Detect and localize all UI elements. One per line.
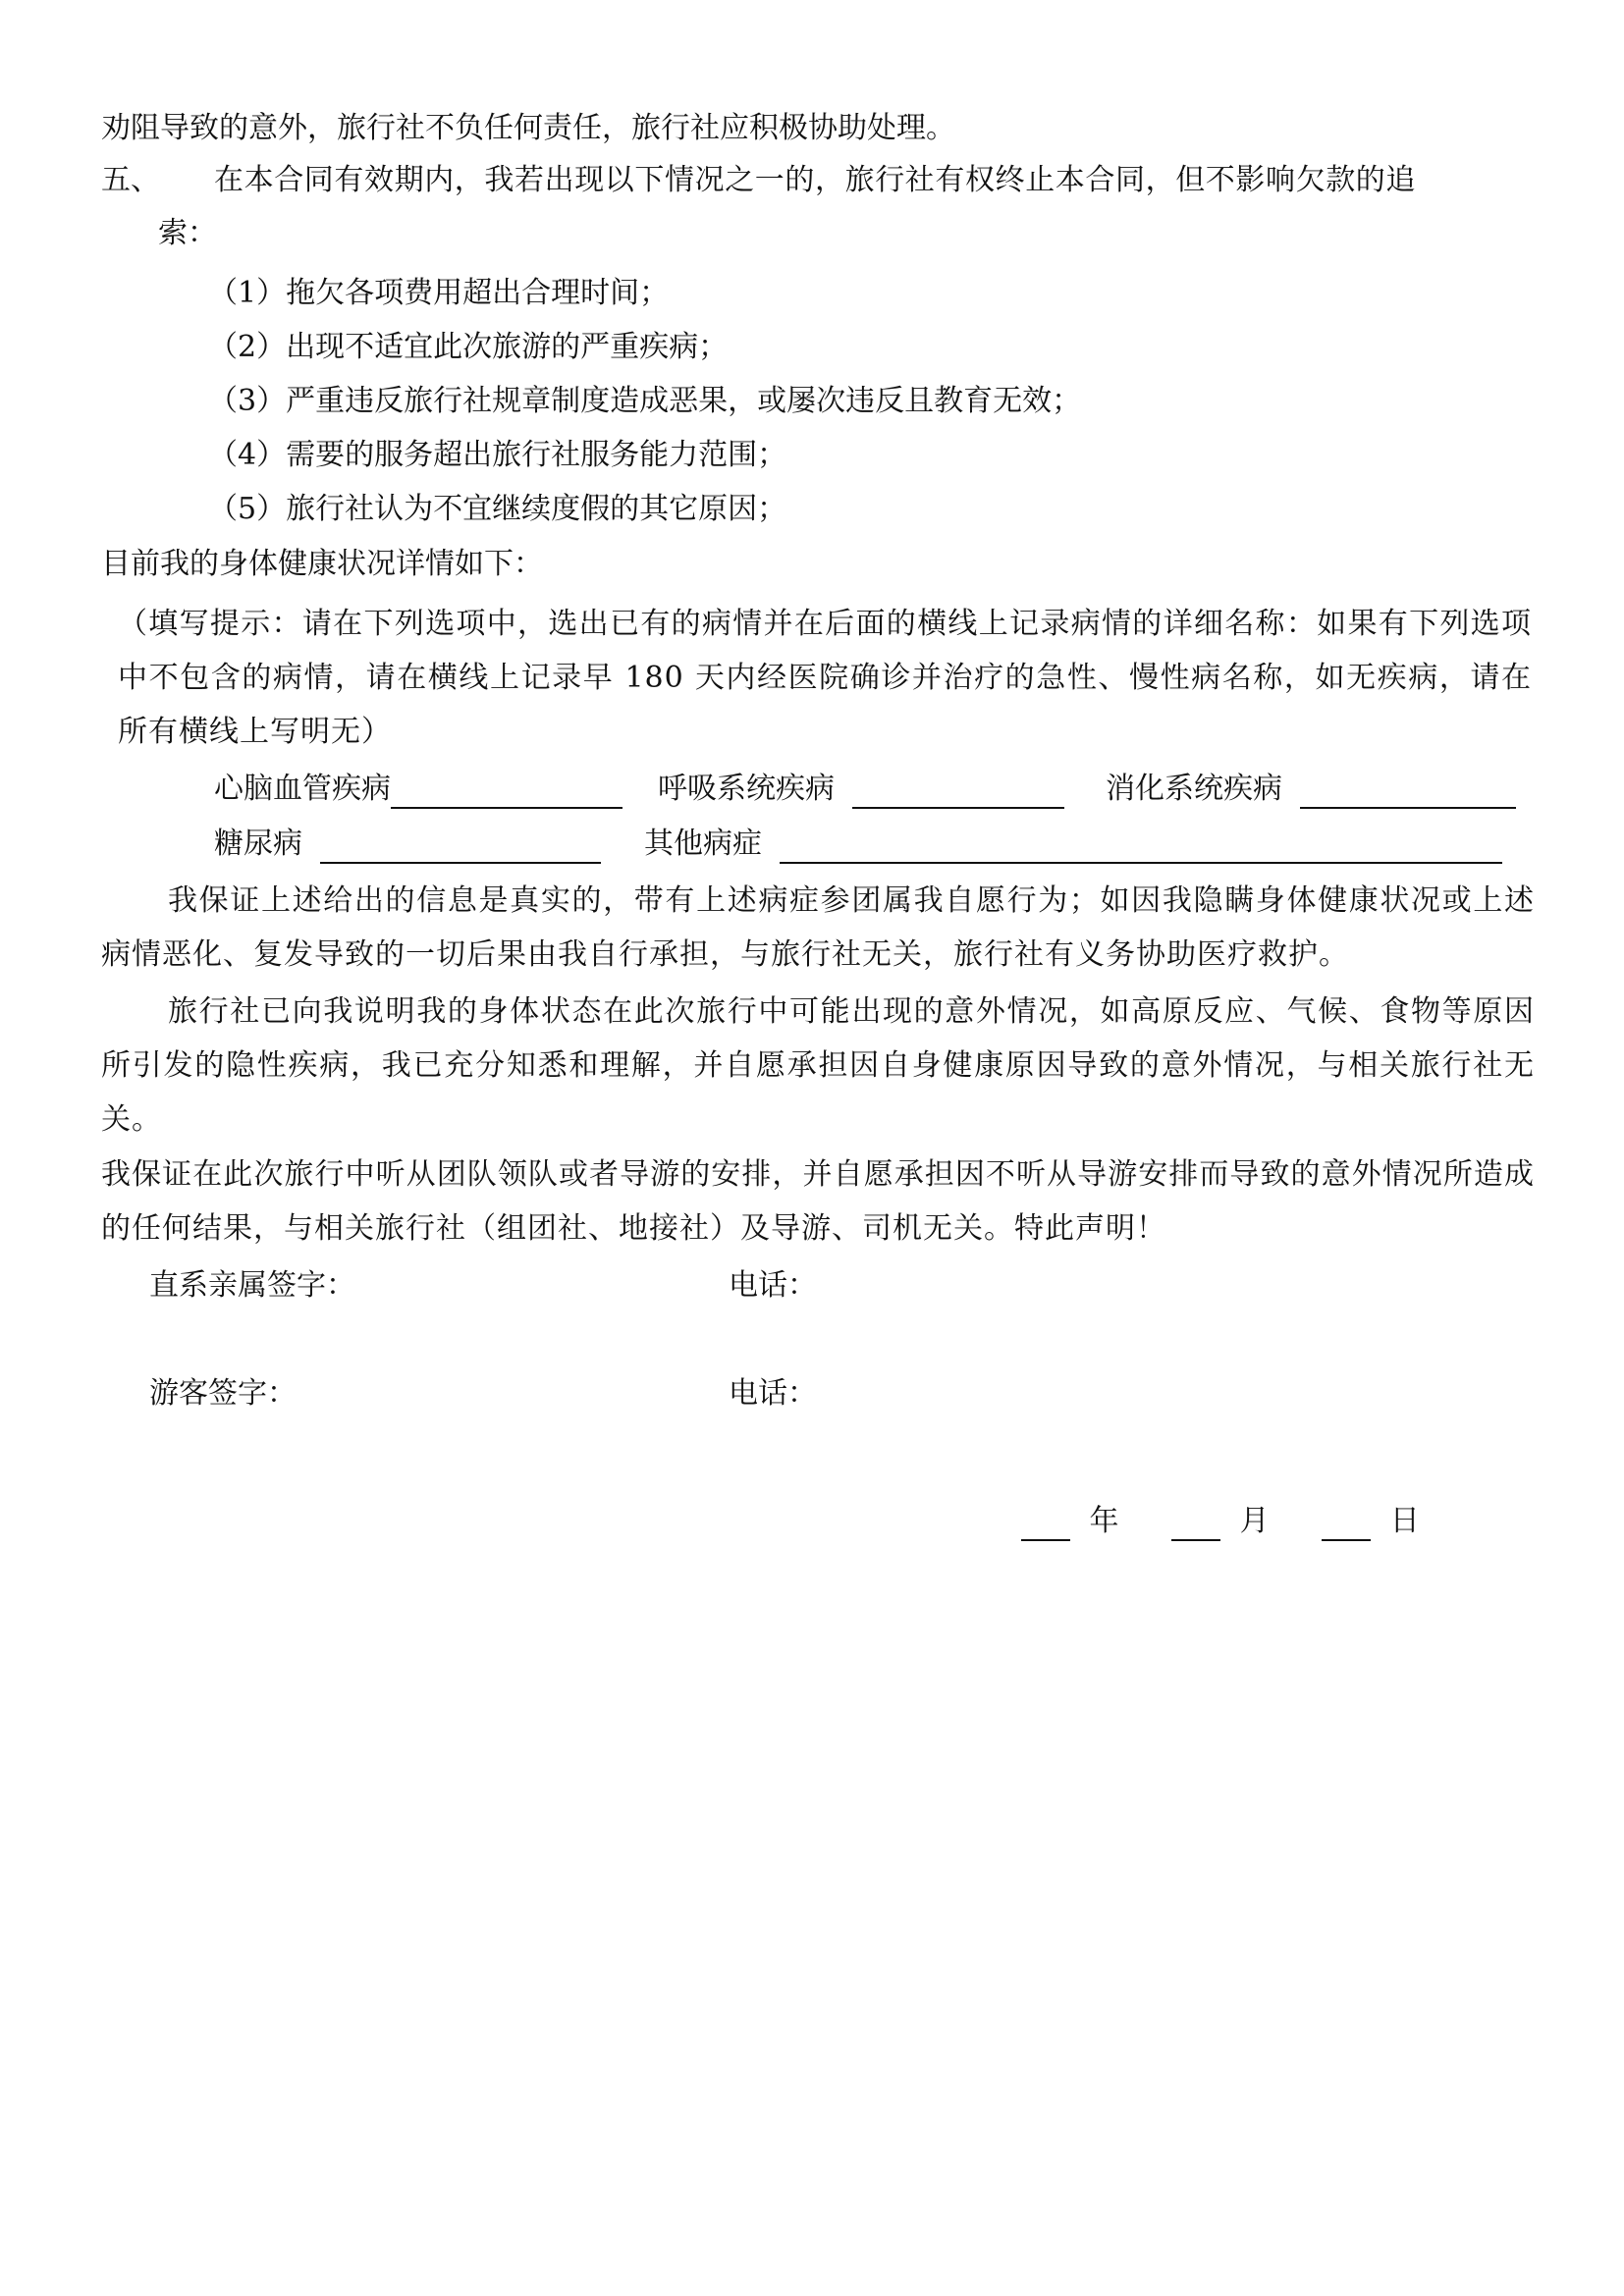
continuation-line: 劝阻导致的意外，旅行社不负任何责任，旅行社应积极协助处理。 <box>101 111 955 145</box>
digestive-label: 消化系统疾病 <box>1106 772 1282 806</box>
section-intro: 在本合同有效期内，我若出现以下情况之一的，旅行社有权终止本合同，但不影响欠款的追 <box>214 163 1416 197</box>
diabetes-blank[interactable] <box>320 830 601 864</box>
disease-row-1 <box>214 770 623 809</box>
date-line <box>1021 1502 1420 1541</box>
respiratory-row <box>658 770 1064 809</box>
year-blank[interactable] <box>1021 1508 1070 1541</box>
other-label: 其他病症 <box>644 827 762 861</box>
relative-phone-label: 电话： <box>729 1268 817 1303</box>
digestive-row <box>1106 770 1516 809</box>
section-number: 五、 <box>101 163 160 197</box>
diabetes-row <box>214 825 601 864</box>
day-blank[interactable] <box>1322 1508 1371 1541</box>
section-intro-cont: 索： <box>158 216 217 250</box>
day-label: 日 <box>1389 1504 1420 1538</box>
list-item: （2）出现不适宜此次旅游的严重疾病； <box>208 330 729 364</box>
tourist-signature-label: 游客签字： <box>149 1376 297 1411</box>
fill-hint: （填写提示：请在下列选项中，选出已有的病情并在后面的横线上记录病情的详细名称：如果有下列选项中不包含的病情，请在横线上记录早 180 天内经医院确诊并治疗的急性、慢性病名称，如无疾病，请在所有横线上写明无） <box>118 607 1532 749</box>
health-heading: 目前我的身体健康状况详情如下： <box>101 547 543 581</box>
year-label: 年 <box>1089 1504 1119 1538</box>
explanation-paragraph: 旅行社已向我说明我的身体状态在此次旅行中可能出现的意外情况，如高原反应、气候、食物等原因所引发的隐性疾病，我已充分知悉和理解，并自愿承担因自身健康原因导致的意外情况，与相关旅行社无关。 <box>101 994 1535 1137</box>
list-item: （1）拖欠各项费用超出合理时间； <box>208 276 670 310</box>
other-blank[interactable] <box>780 830 1502 864</box>
list-item: （4）需要的服务超出旅行社服务能力范围； <box>208 438 787 472</box>
obey-paragraph: 我保证在此次旅行中听从团队领队或者导游的安排，并自愿承担因不听从导游安排而导致的意外情况所造成的任何结果，与相关旅行社（组团社、地接社）及导游、司机无关。特此声明！ <box>101 1157 1535 1246</box>
month-blank[interactable] <box>1171 1508 1220 1541</box>
month-label: 月 <box>1239 1504 1270 1538</box>
respiratory-blank[interactable] <box>852 775 1064 809</box>
respiratory-label: 呼吸系统疾病 <box>658 772 835 806</box>
cardio-blank[interactable] <box>391 775 623 809</box>
digestive-blank[interactable] <box>1300 775 1516 809</box>
diabetes-label: 糖尿病 <box>214 827 302 861</box>
list-item: （3）严重违反旅行社规章制度造成恶果，或屡次违反且教育无效； <box>208 384 1082 418</box>
other-row <box>644 825 1502 864</box>
tourist-phone-label: 电话： <box>729 1376 817 1411</box>
cardio-label: 心脑血管疾病 <box>214 772 391 806</box>
list-item: （5）旅行社认为不宜继续度假的其它原因； <box>208 492 787 526</box>
guarantee-paragraph: 我保证上述给出的信息是真实的，带有上述病症参团属我自愿行为；如因我隐瞒身体健康状况或上述病情恶化、复发导致的一切后果由我自行承担，与旅行社无关，旅行社有义务协助医疗救护。 <box>101 883 1535 972</box>
relative-signature-label: 直系亲属签字： <box>149 1268 355 1303</box>
